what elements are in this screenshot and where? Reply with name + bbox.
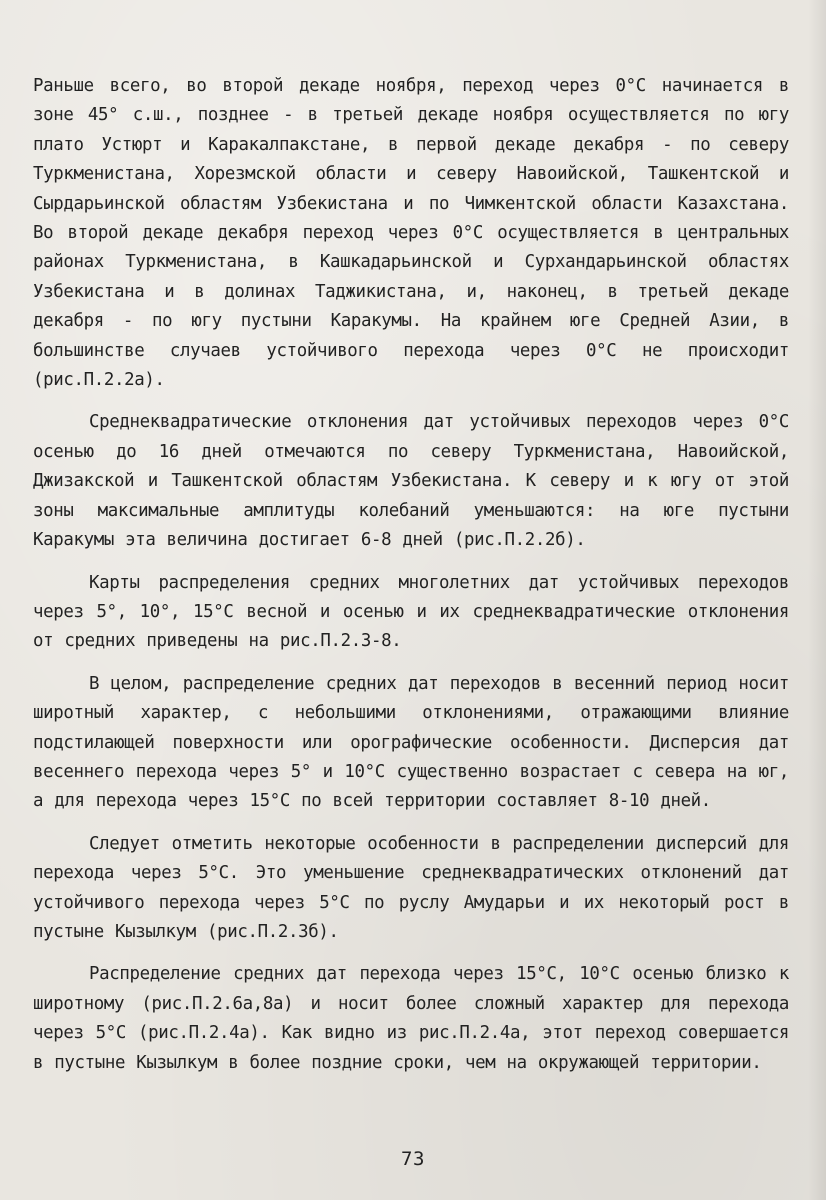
paragraph-4: В целом, распределение средних дат переходов в весенний период носит широтный характер, с небольшими отклонениями, отражающими влияние подстилающей поверхности или орографические особенности. Дисперсия дат весеннего перехода через 5° и 10°С существенно возрастает с севера на юг, а для перехода через 15°С по всей территории составляет 8-10 дней. — [33, 673, 789, 812]
page-edge-shadow — [808, 0, 826, 1200]
page-number: 73 — [401, 1148, 425, 1170]
paragraph-3: Карты распределения средних многолетних дат устойчивых переходов через 5°, 10°, 15°С весной и осенью и их среднеквадратические отклонения от средних приведены на рис.П.2.3-8. — [33, 572, 789, 652]
paragraph-5: Следует отметить некоторые особенности в распределении дисперсий для перехода через 5°С. Это уменьшение среднеквадратических отклонений дат устойчивого перехода через 5°С по руслу Амударьи и их некоторый рост в пустыне Кызылкум (рис.П.2.3б). — [33, 833, 789, 942]
paragraph-1: Раньше всего, во второй декаде ноября, переход через 0°С начинается в зоне 45° с.ш., позднее - в третьей декаде ноября осуществляется по югу плато Устюрт и Каракалпакстане, в первой декаде декабря - по северу Туркменистана, Хорезмской области и северу Навоийской, Ташкентской и Сырдарьинской областям Узбекистана и по Чимкентской области Казахстана. Во второй декаде декабря переход через 0°С осуществляется в центральных районах Туркменистана, в Кашкадарьинской и Сурхандарьинской областях Узбекистана и в долинах Таджикистана, и, наконец, в третьей декаде декабря - по югу пустыни Каракумы. На крайнем юге Средней Азии, в большинстве случаев устойчивого перехода через 0°С не происходит (рис.П.2.2а). — [33, 76, 789, 391]
body-text — [33, 72, 789, 1091]
paragraph-6: Распределение средних дат перехода через 15°С, 10°С осенью близко к широтному (рис.П.2.6а,8а) и носит более сложный характер для перехода через 5°С (рис.П.2.4а). Как видно из рис.П.2.4а, этот переход совершается в пустыне Кызылкум в более поздние сроки, чем на окружающей территории. — [33, 964, 789, 1073]
paragraph-2: Среднеквадратические отклонения дат устойчивых переходов через 0°С осенью до 16 дней отмечаются по северу Туркменистана, Навоийской, Джизакской и Ташкентской областям Узбекистана. К северу и к югу от этой зоны максимальные амплитуды колебаний уменьшаются: на юге пустыни Каракумы эта величина достигает 6-8 дней (рис.П.2.2б). — [33, 412, 789, 551]
